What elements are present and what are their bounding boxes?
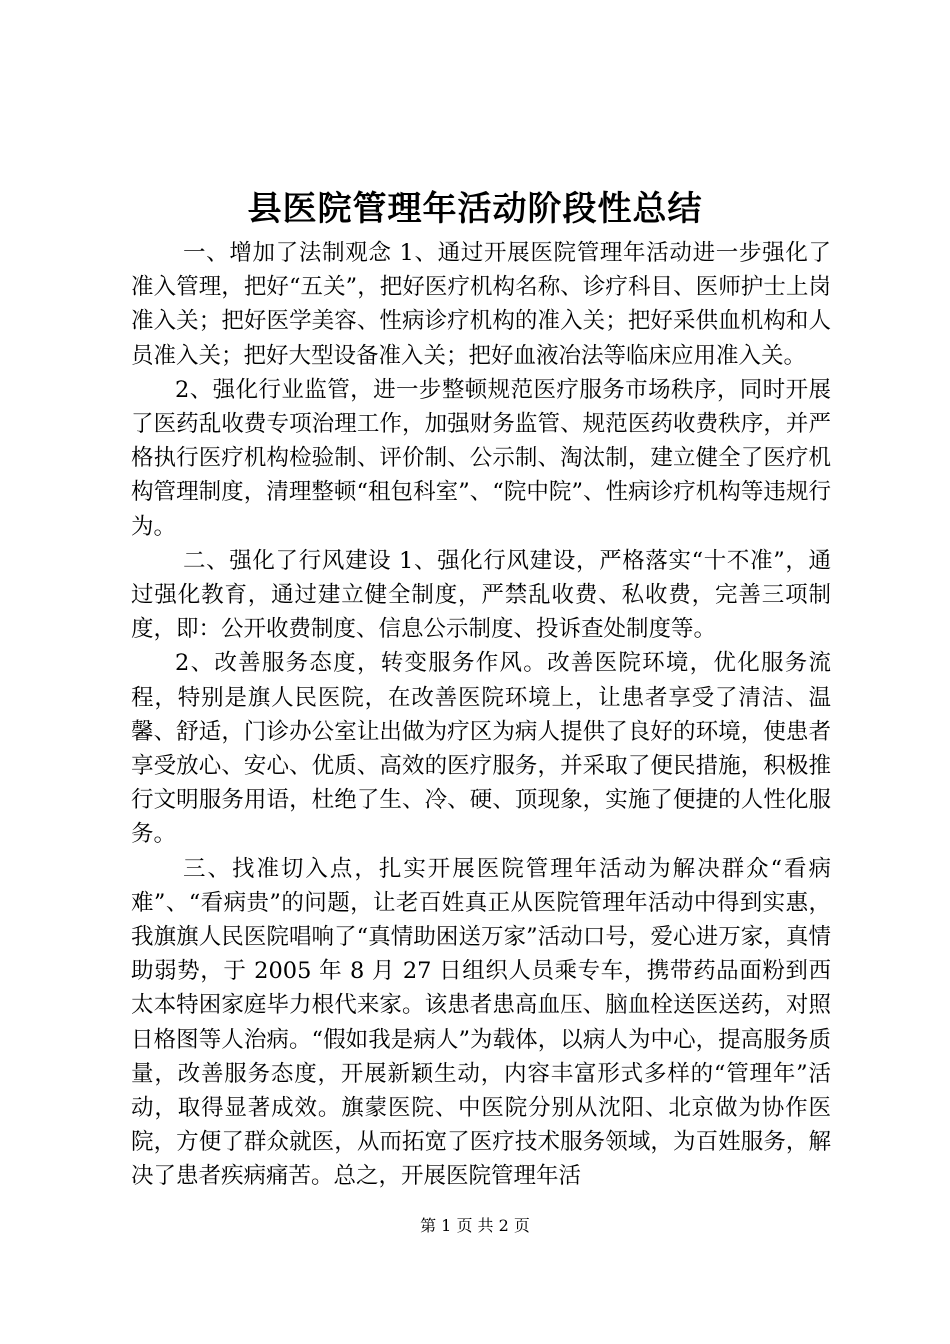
document-body	[131, 236, 831, 1194]
paragraph-service-attitude: 2、改善服务态度，转变服务作风。改善医院环境，优化服务流程，特别是旗人民医院，在改善医院环境上，让患者享受了清洁、温馨、舒适，门诊办公室让出做为疗区为病人提供了良好的环境，使患者享受放心、安心、优质、高效的医疗服务，并采取了便民措施，积极推行文明服务用语，杜绝了生、冷、硬、顶现象，实施了便捷的人性化服务。	[131, 650, 831, 848]
paragraph-conduct-building: 二、强化了行风建设 1、强化行风建设，严格落实“十不准”，通过强化教育，通过建立健全制度，严禁乱收费、私收费，完善三项制度，即：公开收费制度、信息公示制度、投诉查处制度等。	[131, 547, 831, 643]
paragraph-entry-point: 三、找准切入点，扎实开展医院管理年活动为解决群众“看病难”、“看病贵”的问题，让老百姓真正从医院管理年活动中得到实惠，我旗旗人民医院唱响了“真情助困送万家”活动口号，爱心进万家，真情助弱势，于 2005 年 8 月 27 日组织人员乘专车，携带药品面粉到西太本特困家庭毕力根代来家。该患者患高血压、脑血栓送医送药，对照日格图等人治病。“假如我是病人”为载体，以病人为中心，提高服务质量，改善服务态度，开展新颖生动，内容丰富形式多样的“管理年”活动，取得显著成效。旗蒙医院、中医院分别从沈阳、北京做为协作医院，方便了群众就医，从而拓宽了医疗技术服务领域，为百姓服务，解决了患者疾病痛苦。总之，开展医院管理年活	[131, 855, 831, 1190]
page-footer: 第 1 页 共 2 页	[420, 1216, 530, 1235]
document-title: 县医院管理年活动阶段性总结	[247, 189, 703, 229]
paragraph-legal-awareness: 一、增加了法制观念 1、通过开展医院管理年活动进一步强化了准入管理，把好“五关”，把好医疗机构名称、诊疗科目、医师护士上岗准入关；把好医学美容、性病诊疗机构的准入关；把好采供血机构和人员准入关；把好大型设备准入关；把好血液冶法等临床应用准入关。	[131, 240, 831, 369]
paragraph-industry-supervision: 2、强化行业监管，进一步整顿规范医疗服务市场秩序，同时开展了医药乱收费专项治理工作，加强财务监管、规范医药收费秩序，并严格执行医疗机构检验制、评价制、公示制、淘汰制，建立健全了医疗机构管理制度，清理整顿“租包科室”、“院中院”、性病诊疗机构等违规行为。	[131, 376, 831, 540]
